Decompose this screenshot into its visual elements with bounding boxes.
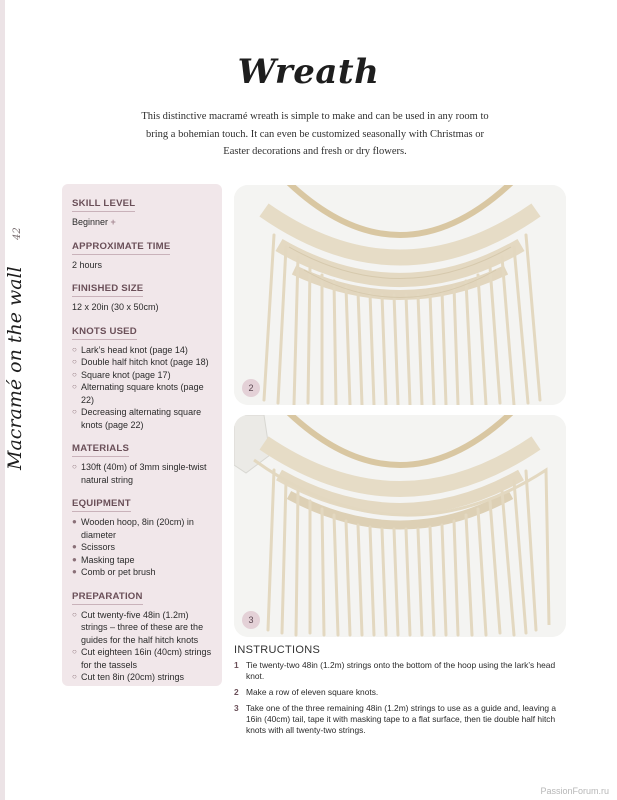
instructions-list [234, 660, 566, 741]
list-item: ○ 130ft (40m) of 3mm single-twist natural string [72, 462, 207, 485]
time-heading: APPROXIMATE TIME [72, 241, 170, 255]
preparation-section [72, 579, 212, 684]
materials-list [72, 461, 212, 486]
plus-icon: + [110, 217, 116, 227]
step-number: 2 [234, 687, 239, 697]
instruction-step [234, 660, 566, 682]
list-item: ○ Decreasing alternating square knots (page 22) [72, 407, 202, 430]
preparation-heading: PREPARATION [72, 591, 143, 605]
list-item: ● Masking tape [72, 554, 135, 565]
skill-level-heading: SKILL LEVEL [72, 198, 135, 212]
circle-bullet-icon: ○ [72, 462, 77, 471]
step-badge: 2 [242, 379, 260, 397]
materials-heading: MATERIALS [72, 443, 129, 457]
size-value: 12 x 20in (30 x 50cm) [72, 302, 159, 312]
list-item: ● Scissors [72, 542, 116, 552]
macrame-step-3-image [234, 415, 566, 637]
knots-heading: KNOTS USED [72, 326, 137, 340]
list-item: ○ Cut eighteen 16in (40cm) strings for the tassels [72, 647, 212, 670]
circle-bullet-icon: ○ [72, 344, 77, 354]
list-item: ○ Square knot (page 17) [72, 369, 171, 380]
page-number: 42 [12, 227, 23, 240]
step-number: 3 [234, 703, 239, 713]
list-item: ● Wooden hoop, 8in (20cm) in diameter [72, 517, 194, 540]
preparation-list [72, 609, 212, 684]
circle-bullet-icon: ○ [72, 357, 77, 366]
skill-level-text: Beginner [72, 217, 109, 227]
step-text: Take one of the three remaining 48in (1.2m) strings to use as a guide and, leaving a 16in (40cm) tail, tape it with masking tape to a flat surface, then tie double half hitch knots with all twenty-two strings. [246, 703, 557, 735]
size-section [72, 271, 212, 314]
instructions-heading: INSTRUCTIONS [234, 644, 321, 656]
size-heading: FINISHED SIZE [72, 283, 143, 297]
list-item: ○ Double half hitch knot (page 18) [72, 357, 209, 367]
circle-bullet-icon: ○ [72, 407, 77, 416]
step-number: 1 [234, 660, 239, 670]
list-item: ● Comb or pet brush [72, 567, 156, 577]
equipment-section [72, 486, 212, 579]
skill-level-section [72, 193, 212, 229]
intro-paragraph: This distinctive macramé wreath is simple to make and can be used in any room to bring a bohemian touch. It can even be customized seasonally with Christmas or Easter decorations and fresh or dry flowers. [141, 111, 489, 157]
list-item: ○ Cut twenty-five 48in (1.2m) strings – three of these are the guides for the half hitch knots [72, 609, 204, 645]
step-text: Tie twenty-two 48in (1.2m) strings onto the bottom of the hoop using the lark’s head knot. [246, 660, 556, 681]
time-section [72, 229, 212, 272]
page-title: Wreath [237, 52, 380, 92]
knots-section [72, 314, 212, 432]
list-item: ○ Cut ten 8in (20cm) strings [72, 672, 185, 682]
equipment-heading: EQUIPMENT [72, 498, 131, 512]
step-photo-2 [234, 185, 566, 405]
watermark: PassionForum.ru [540, 786, 609, 796]
dot-bullet-icon: ● [72, 517, 77, 526]
time-value: 2 hours [72, 259, 103, 270]
knots-list [72, 344, 212, 432]
circle-bullet-icon: ○ [72, 672, 77, 681]
list-item: ○ Lark’s head knot (page 14) [72, 344, 188, 355]
materials-section [72, 431, 212, 486]
circle-bullet-icon: ○ [72, 382, 77, 391]
macrame-step-2-image [234, 185, 566, 405]
dot-bullet-icon: ● [72, 554, 77, 564]
step-photo-3 [234, 415, 566, 637]
section-running-title: Macramé on the wall [4, 266, 26, 470]
instruction-step [234, 687, 566, 698]
instruction-step [234, 703, 566, 736]
project-info-sidebar [62, 184, 222, 686]
circle-bullet-icon: ○ [72, 369, 77, 379]
step-text: Make a row of eleven square knots. [246, 687, 379, 697]
circle-bullet-icon: ○ [72, 647, 77, 656]
step-badge: 3 [242, 611, 260, 629]
equipment-list [72, 516, 212, 579]
list-item: ○ Alternating square knots (page 22) [72, 382, 204, 405]
skill-level-value [72, 216, 212, 229]
dot-bullet-icon: ● [72, 567, 77, 576]
dot-bullet-icon: ● [72, 542, 77, 551]
circle-bullet-icon: ○ [72, 609, 77, 619]
